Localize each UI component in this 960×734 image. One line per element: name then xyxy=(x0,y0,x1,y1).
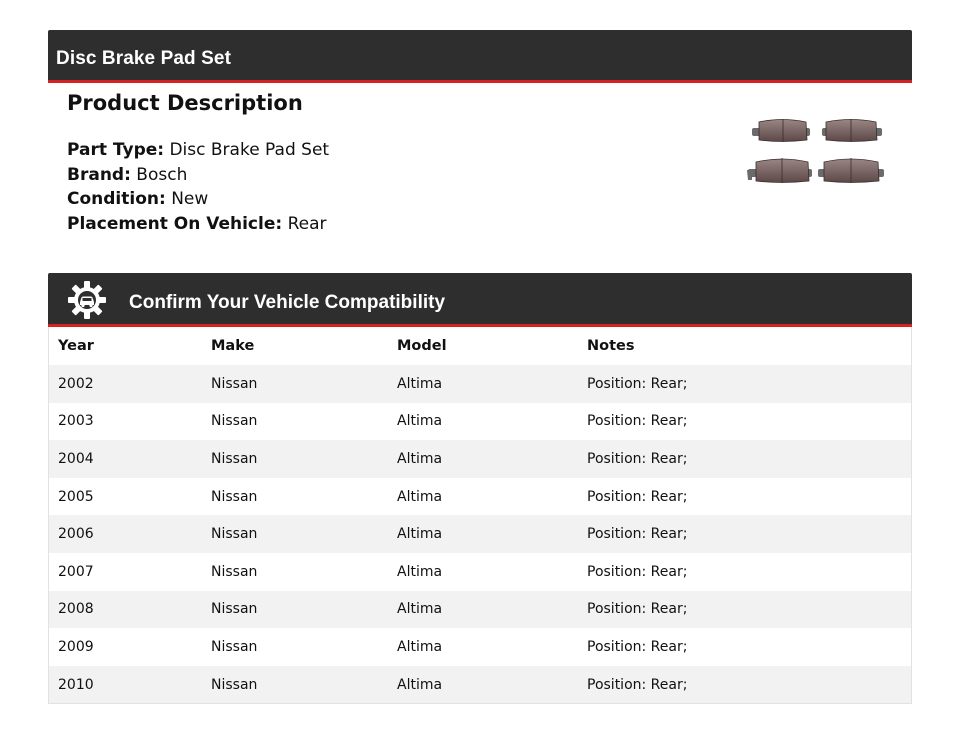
spec-part-type xyxy=(67,138,707,163)
spec-value: Disc Brake Pad Set xyxy=(169,140,330,160)
cell-notes: Position: Rear; xyxy=(587,450,688,467)
spec-list xyxy=(67,138,707,236)
cell-model: Altima xyxy=(397,413,443,430)
cell-model: Altima xyxy=(397,488,443,505)
table-row xyxy=(49,628,911,666)
title-bar xyxy=(48,30,912,83)
cell-year: 2003 xyxy=(58,413,94,430)
spec-value: New xyxy=(171,189,209,209)
cell-model: Altima xyxy=(397,526,443,543)
cell-year: 2006 xyxy=(58,526,94,543)
cell-make: Nissan xyxy=(211,413,258,430)
brake-pad xyxy=(752,119,810,142)
cell-make: Nissan xyxy=(211,375,258,392)
compatibility-header xyxy=(48,273,912,327)
cell-make: Nissan xyxy=(211,563,258,580)
table-header-row xyxy=(49,327,911,365)
spec-label: Part Type: xyxy=(67,140,165,160)
column-header-make: Make xyxy=(211,338,255,354)
brake-pad xyxy=(818,158,884,183)
spec-placement xyxy=(67,212,707,237)
cell-notes: Position: Rear; xyxy=(587,526,688,543)
cell-make: Nissan xyxy=(211,450,258,467)
table-row xyxy=(49,365,911,403)
spec-label: Brand: xyxy=(67,164,131,185)
description-heading: Product Description xyxy=(67,91,303,115)
page-title: Disc Brake Pad Set xyxy=(56,48,231,69)
cell-notes: Position: Rear; xyxy=(587,676,688,693)
cell-year: 2007 xyxy=(58,563,94,580)
cell-make: Nissan xyxy=(211,676,258,693)
column-header-year: Year xyxy=(58,338,94,354)
cell-notes: Position: Rear; xyxy=(587,601,688,618)
brake-pads-image xyxy=(744,112,890,192)
table-row xyxy=(49,440,911,478)
cell-model: Altima xyxy=(397,375,443,392)
cell-year: 2009 xyxy=(58,638,94,655)
column-header-model: Model xyxy=(397,338,447,354)
cell-notes: Position: Rear; xyxy=(587,488,688,505)
compatibility-table xyxy=(49,327,911,703)
brake-pad xyxy=(822,119,882,142)
spec-brand xyxy=(67,163,707,188)
table-row xyxy=(49,591,911,629)
cell-year: 2008 xyxy=(58,601,94,618)
cell-model: Altima xyxy=(397,638,443,655)
cell-notes: Position: Rear; xyxy=(587,638,688,655)
table-row xyxy=(49,553,911,591)
table-row xyxy=(49,403,911,441)
table-row xyxy=(49,478,911,516)
compatibility-table-wrapper xyxy=(48,327,912,704)
cell-year: 2002 xyxy=(58,375,94,392)
brake-pad xyxy=(747,158,812,183)
cell-year: 2004 xyxy=(58,450,94,467)
cell-notes: Position: Rear; xyxy=(587,375,688,392)
cell-model: Altima xyxy=(397,601,443,618)
cell-year: 2010 xyxy=(58,676,94,693)
cell-model: Altima xyxy=(397,676,443,693)
compatibility-title: Confirm Your Vehicle Compatibility xyxy=(129,292,446,313)
cell-notes: Position: Rear; xyxy=(587,563,688,580)
cell-model: Altima xyxy=(397,450,443,467)
table-row xyxy=(49,666,911,704)
table-row xyxy=(49,515,911,553)
cell-year: 2005 xyxy=(58,488,94,505)
cell-make: Nissan xyxy=(211,638,258,655)
cell-make: Nissan xyxy=(211,526,258,543)
gear-car-icon xyxy=(67,280,107,320)
cell-model: Altima xyxy=(397,563,443,580)
product-description xyxy=(67,90,707,236)
cell-make: Nissan xyxy=(211,601,258,618)
spec-value: Bosch xyxy=(136,164,188,185)
cell-notes: Position: Rear; xyxy=(587,413,688,430)
spec-label: Placement On Vehicle: xyxy=(67,213,283,234)
column-header-notes: Notes xyxy=(587,338,635,354)
cell-make: Nissan xyxy=(211,488,258,505)
spec-value: Rear xyxy=(287,213,327,234)
spec-condition xyxy=(67,187,707,212)
spec-label: Condition: xyxy=(67,189,166,209)
